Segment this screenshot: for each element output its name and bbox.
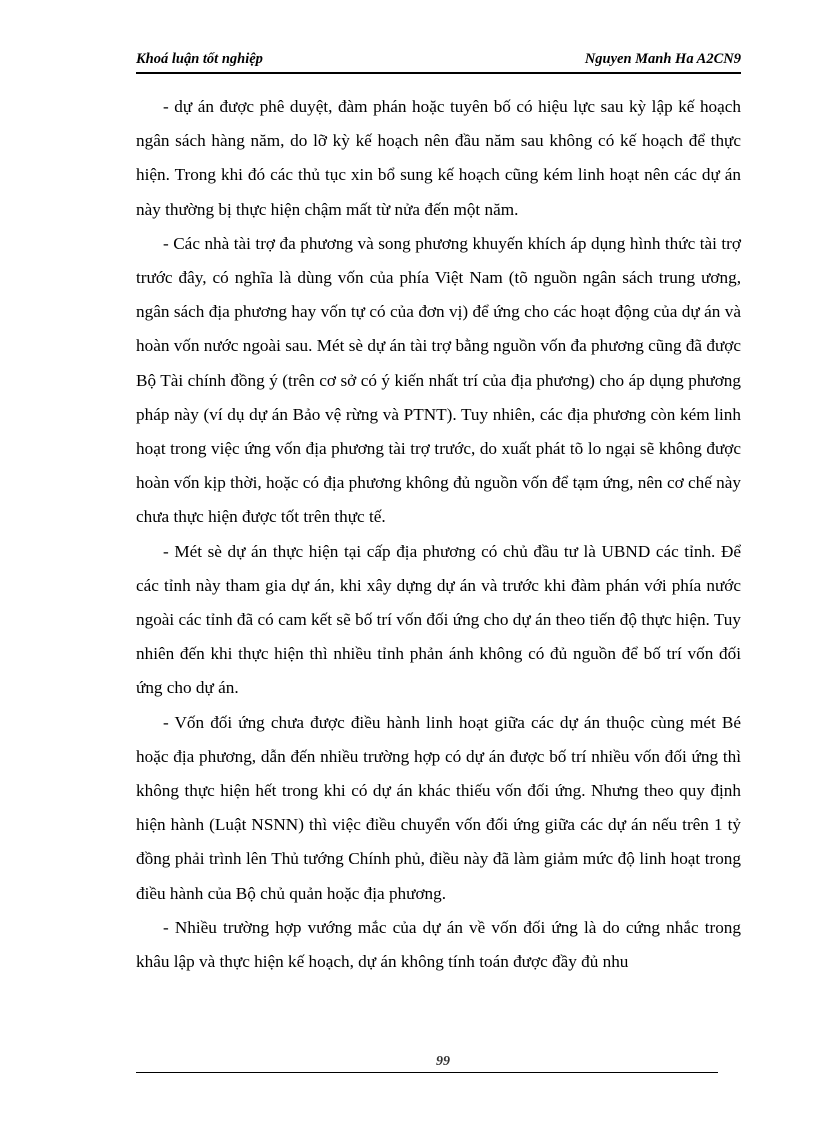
paragraph: - Các nhà tài trợ đa phương và song phương khuyến khích áp dụng hình thức tài trợ trước đây, có nghĩa là dùng vốn của phía Việt Nam (tõ nguồn ngân sách trung ương, ngân sách địa phương hay vốn tự có của đơn vị) để ứng cho các hoạt động của dự án và hoàn vốn nước ngoài sau. Mét sè dự án tài trợ bằng nguồn vốn đa phương cũng đã được Bộ Tài chính đồng ý (trên cơ sở có ý kiến nhất trí của địa phương) cho áp dụng phương pháp này (ví dụ dự án Bảo vệ rừng và PTNT). Tuy nhiên, các địa phương còn kém linh hoạt trong việc ứng vốn địa phương tài trợ trước, do xuất phát tõ lo ngại sẽ không được hoàn vốn kịp thời, hoặc có địa phương không đủ nguồn vốn để tạm ứng, nên cơ chế này chưa thực hiện được tốt trên thực tế. [136,233,741,527]
header-author: Nguyen Manh Ha A2CN9 [584,51,741,67]
header-thesis-title: Khoá luận tốt nghiệp [136,51,263,67]
paragraph: - Mét sè dự án thực hiện tại cấp địa phương có chủ đầu tư là UBND các tỉnh. Để các tỉnh này tham gia dự án, khi xây dựng dự án và trước khi đàm phán với phía nước ngoài các tỉnh đã có cam kết sẽ bố trí vốn đối ứng cho dự án theo tiến độ thực hiện. Tuy nhiên đến khi thực hiện thì nhiều tỉnh phản ánh không có đủ nguồn để bố trí vốn đối ứng cho dự án. [136,541,741,698]
paragraph: - dự án được phê duyệt, đàm phán hoặc tuyên bố có hiệu lực sau kỳ lập kế hoạch ngân sách hàng năm, do lỡ kỳ kế hoạch nên đầu năm sau không có kế hoạch để thực hiện. Trong khi đó các thủ tục xin bổ sung kế hoạch cũng kém linh hoạt nên các dự án này thường bị thực hiện chậm mất từ nửa đến một năm. [136,97,741,219]
footer-rule [136,1072,718,1073]
paragraph: - Nhiều trường hợp vướng mắc của dự án về vốn đối ứng là do cứng nhắc trong khâu lập và thực hiện kế hoạch, dự án không tính toán được đầy đủ nhu [136,917,741,972]
page-header [136,50,741,74]
page-number: 99 [436,1054,450,1069]
paragraph: - Vốn đối ứng chưa được điều hành linh hoạt giữa các dự án thuộc cùng mét Bé hoặc địa phương, dẫn đến nhiều trường hợp có dự án được bố trí nhiều vốn đối ứng thì không thực hiện hết trong khi có dự án khác thiếu vốn đối ứng. Nhưng theo quy định hiện hành (Luật NSNN) thì việc điều chuyển vốn đối ứng giữa các dự án nếu trên 1 tỷ đồng phải trình lên Thủ tướng Chính phủ, điều này đã làm giảm mức độ linh hoạt trong điều hành của Bộ chủ quản hoặc địa phương. [136,712,741,903]
body-text [136,90,741,979]
